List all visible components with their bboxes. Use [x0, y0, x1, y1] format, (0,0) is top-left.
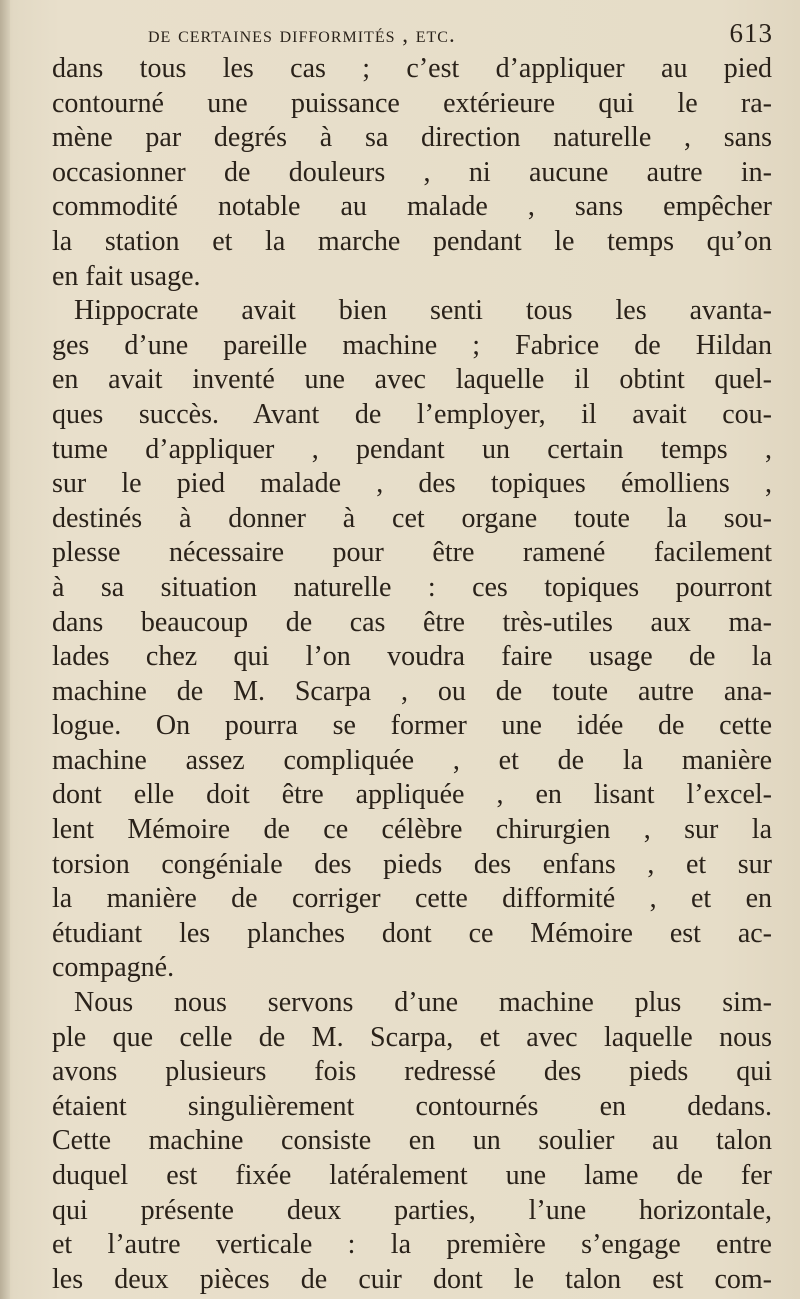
text-line: sur le pied malade , des topiques émolliens , [52, 468, 772, 500]
text-line: machine de M. Scarpa , ou de toute autre ana- [52, 675, 772, 707]
text-line: logue. On pourra se former une idée de cette [52, 710, 772, 742]
body-text [52, 52, 772, 1297]
text-line: tume d’appliquer , pendant un certain temps , [52, 433, 772, 465]
text-line: occasionner de douleurs , ni aucune autre in- [52, 156, 772, 188]
text-line: commodité notable au malade , sans empêcher [52, 191, 772, 223]
text-line: torsion congéniale des pieds des enfans , et sur [52, 848, 772, 880]
text-line: ques succès. Avant de l’employer, il avait cou- [52, 398, 772, 430]
text-line: étaient singulièrement contournés en dedans. [52, 1090, 772, 1122]
text-line: la station et la marche pendant le temps qu’on [52, 225, 772, 257]
text-line: lent Mémoire de ce célèbre chirurgien , sur la [52, 814, 772, 846]
text-line: et l’autre verticale : la première s’engage entre [52, 1229, 772, 1261]
text-line: avons plusieurs fois redressé des pieds qui [52, 1056, 772, 1088]
text-line: destinés à donner à cet organe toute la sou- [52, 502, 772, 534]
text-line: mène par degrés à sa direction naturelle , sans [52, 122, 772, 154]
text-line: compagné. [52, 952, 175, 984]
text-line: dans beaucoup de cas être très-utiles aux ma- [52, 606, 772, 638]
text-line: dont elle doit être appliquée , en lisant l’excel- [52, 779, 772, 811]
text-line: les deux pièces de cuir dont le talon est com- [52, 1263, 772, 1295]
text-line: la manière de corriger cette difformité , et en [52, 883, 772, 915]
page-number: 613 [729, 18, 773, 48]
text-line: qui présente deux parties, l’une horizontale, [52, 1194, 772, 1226]
text-line: Hippocrate avait bien senti tous les avanta- [74, 295, 772, 327]
text-line: duquel est fixée latéralement une lame de fer [52, 1160, 772, 1191]
text-line: plesse nécessaire pour être ramené facilement [52, 537, 772, 569]
running-title: de certaines difformités , etc. [148, 22, 456, 47]
page-gutter [0, 0, 10, 1299]
text-line: ges d’une pareille machine ; Fabrice de Hildan [52, 329, 772, 361]
text-line: ple que celle de M. Scarpa, et avec laquelle nous [52, 1021, 772, 1053]
text-line: dans tous les cas ; c’est d’appliquer au pied [52, 53, 772, 84]
text-line: lades chez qui l’on voudra faire usage de la [52, 641, 772, 673]
text-line: à sa situation naturelle : ces topiques pourront [52, 571, 772, 603]
text-line: Nous nous servons d’une machine plus sim- [74, 987, 772, 1019]
text-line: en fait usage. [52, 260, 201, 292]
text-line: étudiant les planches dont ce Mémoire est ac- [52, 917, 772, 949]
text-line: machine assez compliquée , et de la manière [52, 744, 772, 776]
text-line: contourné une puissance extérieure qui le ra- [52, 87, 772, 119]
running-header [148, 14, 773, 54]
text-line: Cette machine consiste en un soulier au talon [52, 1125, 772, 1157]
text-line: en avait inventé une avec laquelle il obtint quel- [52, 364, 772, 396]
